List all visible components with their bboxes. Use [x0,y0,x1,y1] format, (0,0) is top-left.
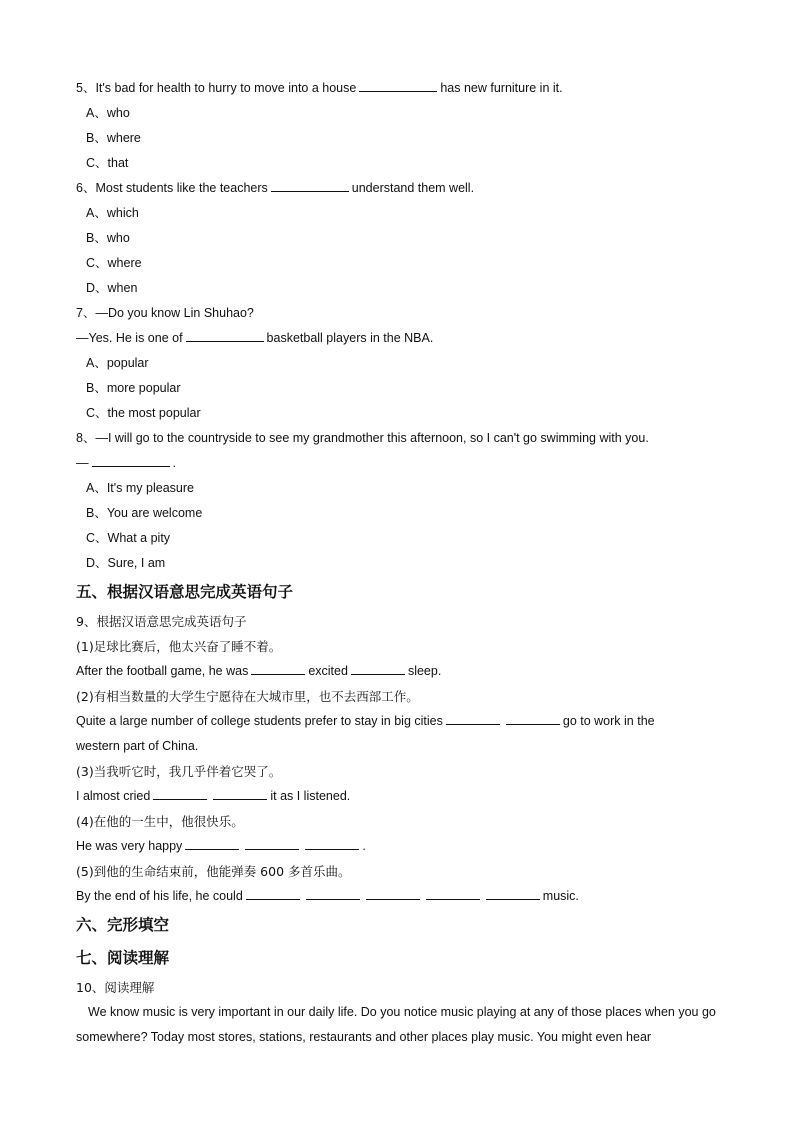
q7-line2-post: basketball players in the NBA. [266,331,434,345]
q9-s4-english [76,834,726,859]
q9-s5-blank-1 [246,885,300,900]
section-7-heading: 七、阅读理解 [76,949,170,967]
q7-line2 [76,326,726,351]
q8-line2 [76,451,726,476]
q9-s1-english [76,659,726,684]
q9-s5-english [76,884,726,909]
q9-s4-blank-2 [245,835,299,850]
q9-s5-chinese: (5)到他的生命结束前，他能弹奏 600 多首乐曲。 [76,864,351,879]
q10-title: 10、阅读理解 [76,980,155,995]
q9-s5-blank-4 [426,885,480,900]
q9-s3-chinese: (3)当我听它时，我几乎伴着它哭了。 [76,764,282,779]
q7-line1: 7、—Do you know Lin Shuhao? [76,306,254,320]
q6-stem-pre: 6、Most students like the teachers [76,181,268,195]
q8-line2-post: . [172,456,176,470]
q8-blank [92,452,170,467]
q9-s1-chinese: (1)足球比赛后，他太兴奋了睡不着。 [76,639,282,654]
q5-option-b: B、where [86,131,141,145]
q9-s1-text-c: sleep. [407,664,442,678]
q9-s4-blank-3 [305,835,359,850]
q6-stem [76,176,726,201]
q8-line1: 8、—I will go to the countryside to see my grandmother this afternoon, so I can't go swimming with you. [76,431,649,445]
q9-s5-text-a: By the end of his life, he could [76,889,243,903]
q9-s4-text-a: He was very happy [76,839,183,853]
q9-s3-text-a: I almost cried [76,789,151,803]
q6-stem-post: understand them well. [351,181,475,195]
q5-stem [76,76,726,101]
section-6-heading: 六、完形填空 [76,916,170,934]
q7-blank [186,327,264,342]
q9-s2-text-b: go to work in the [562,714,655,728]
q8-option-d: D、Sure, I am [86,556,166,570]
q9-s3-text-b: it as I listened. [270,789,351,803]
q9-s2-english-cont: western part of China. [76,739,199,753]
q9-title: 9、根据汉语意思完成英语句子 [76,614,247,629]
q6-blank [271,177,349,192]
q7-line2-pre: —Yes. He is one of [76,331,183,345]
q10-passage: We know music is very important in our daily life. Do you notice music playing at any of those places when you go somewhere? Today most stores, stations, restaurants and other places play music. You might even hear [76,1005,716,1044]
q9-s1-blank-2 [351,660,405,675]
q9-s5-blank-5 [486,885,540,900]
q7-option-a: A、popular [86,356,149,370]
exam-content [76,76,726,1050]
section-5-heading: 五、根据汉语意思完成英语句子 [76,583,294,601]
q9-s1-text-a: After the football game, he was [76,664,249,678]
q8-option-c: C、What a pity [86,531,171,545]
q9-s5-blank-3 [366,885,420,900]
q6-option-b: B、who [86,231,130,245]
q9-s5-blank-2 [306,885,360,900]
q9-s2-chinese: (2)有相当数量的大学生宁愿待在大城市里，也不去西部工作。 [76,689,419,704]
q8-option-b: B、You are welcome [86,506,203,520]
q9-s4-chinese: (4)在他的一生中，他很快乐。 [76,814,244,829]
q9-s4-blank-1 [185,835,239,850]
q5-option-c: C、that [86,156,129,170]
q8-line2-pre: — [76,456,89,470]
q9-s2-blank-2 [506,710,560,725]
q5-stem-pre: 5、It's bad for health to hurry to move into a house [76,81,357,95]
q6-option-c: C、where [86,256,142,270]
q5-option-a: A、who [86,106,130,120]
q9-s4-text-b: . [362,839,366,853]
q9-s2-english [76,709,726,734]
q9-s2-blank-1 [446,710,500,725]
q6-option-a: A、which [86,206,139,220]
q6-option-d: D、when [86,281,138,295]
q9-s3-blank-1 [153,785,207,800]
q5-stem-post: has new furniture in it. [440,81,563,95]
q7-option-c: C、the most popular [86,406,201,420]
q7-option-b: B、more popular [86,381,181,395]
q9-s1-text-b: excited [308,664,348,678]
q5-blank [359,77,437,92]
q9-s5-text-b: music. [542,889,579,903]
q9-s3-english [76,784,726,809]
q9-s2-text-a: Quite a large number of college students prefer to stay in big cities [76,714,443,728]
q9-s1-blank-1 [251,660,305,675]
q8-option-a: A、It's my pleasure [86,481,194,495]
q9-s3-blank-2 [213,785,267,800]
